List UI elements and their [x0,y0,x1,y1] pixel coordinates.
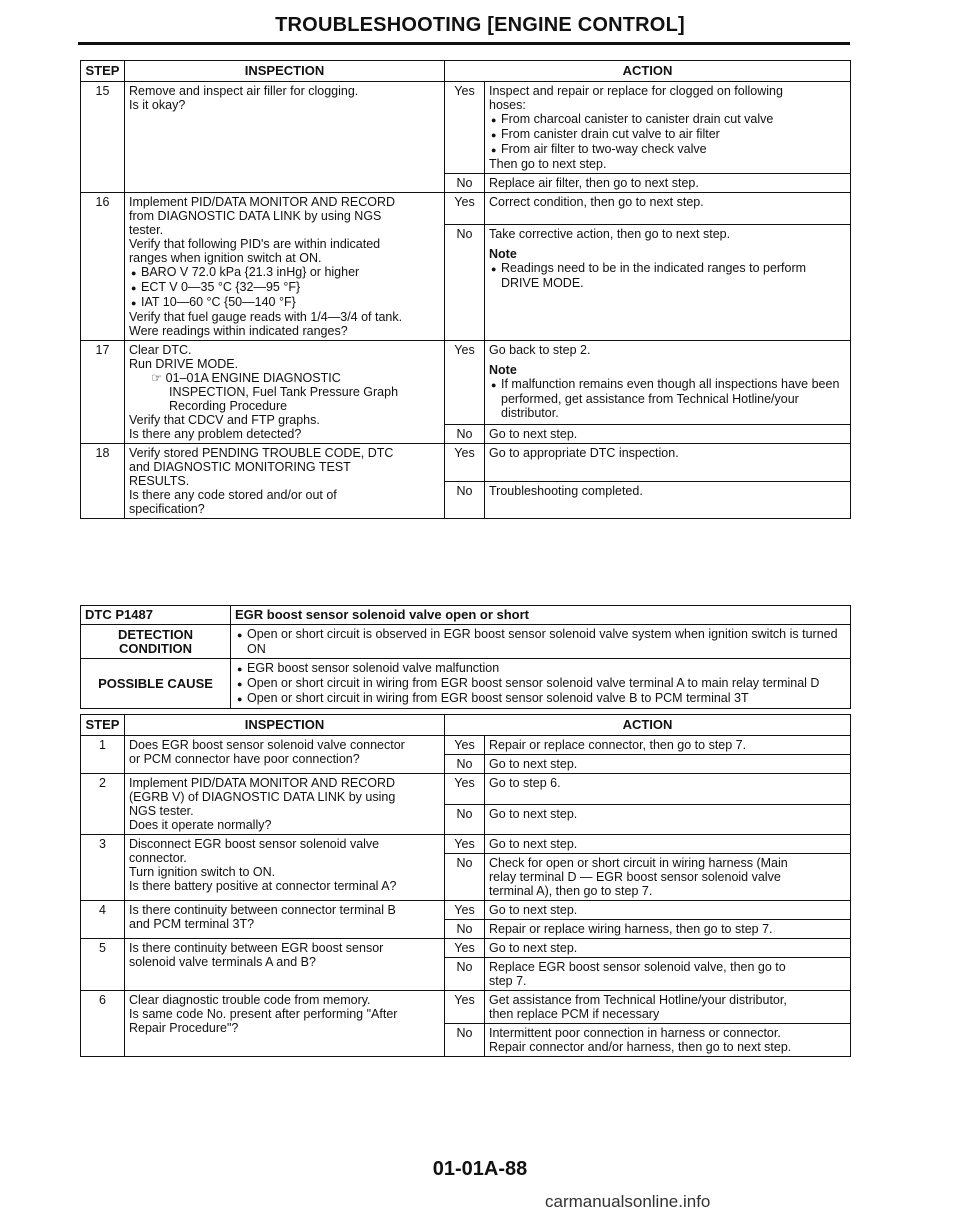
cause-label: POSSIBLE CAUSE [81,659,231,709]
bullet-item: ● Readings need to be in the indicated ranges to perform DRIVE MODE. [489,261,846,290]
bullet-item: ● From charcoal canister to canister drain cut valve [489,112,846,127]
answer-cell: No [445,424,485,443]
action-cell [485,835,851,854]
text-line: solenoid valve terminals A and B? [129,955,316,969]
answer-cell: No [445,920,485,939]
dtc-description: EGR boost sensor solenoid valve open or short [231,606,851,625]
answer-cell: Yes [445,444,485,482]
text-line: Inspect and repair or replace for clogged on following [489,84,783,98]
text-line: specification? [129,502,205,516]
text-line: Go back to step 2. [489,343,591,357]
dtc-info-table [80,605,851,709]
cause-item: ● EGR boost sensor solenoid valve malfunction [235,661,846,676]
action-cell [485,755,851,774]
text-line: Remove and inspect air filler for clogging. [129,84,359,98]
inspection-cell [125,991,445,1057]
inspection-cell [125,341,445,444]
answer-cell: No [445,174,485,193]
action-cell [485,193,851,225]
answer-cell: Yes [445,341,485,425]
answer-cell: Yes [445,939,485,958]
text-line: then replace PCM if necessary [489,1007,660,1021]
text-line: relay terminal D — EGR boost sensor solenoid valve [489,870,781,884]
text-line: Correct condition, then go to next step. [489,195,704,209]
text-line: hoses: [489,98,526,112]
cause-item: ● Open or short circuit in wiring from EGR boost sensor solenoid valve B to PCM terminal 3T [235,691,846,706]
text-line: Verify that fuel gauge reads with 1/4—3/4 of tank. [129,310,403,324]
action-cell [485,958,851,991]
table-row [81,901,851,920]
table-row [81,991,851,1024]
text-line: Disconnect EGR boost sensor solenoid valve [129,837,380,851]
text-line: Intermittent poor connection in harness or connector. [489,1026,781,1040]
text-line: Go to next step. [489,426,578,441]
step-number: 5 [81,939,125,991]
action-cell [485,225,851,341]
note-label: Note [489,363,517,377]
text-line: Then go to next step. [489,157,607,171]
text-line: Repair or replace connector, then go to step 7. [489,738,747,752]
table-row [81,939,851,958]
text-line: Take corrective action, then go to next step. [489,227,731,242]
action-cell [485,991,851,1024]
text-line: INSPECTION, Fuel Tank Pressure Graph [169,385,399,399]
table-row [81,193,851,225]
page-title: TROUBLESHOOTING [ENGINE CONTROL] [275,14,685,36]
text-line: Repair Procedure"? [129,1021,239,1035]
action-cell [485,82,851,174]
answer-cell: No [445,755,485,774]
action-cell [485,424,851,443]
table-row [81,774,851,805]
step-number: 15 [81,82,125,193]
text-line: or PCM connector have poor connection? [129,752,360,766]
text-line: Go to next step. [489,941,578,955]
bullet-item: ● ECT V 0—35 °C {32—95 °F} [129,280,440,295]
text-line: Repair or replace wiring harness, then go to step 7. [489,922,773,936]
detection-label: DETECTION CONDITION [81,625,231,659]
step-number: 17 [81,341,125,444]
text-line: Does EGR boost sensor solenoid valve connector [129,738,405,752]
answer-cell: No [445,481,485,519]
text-line: Is there battery positive at connector terminal A? [129,879,397,893]
text-line: NGS tester. [129,804,194,818]
text-line: Go to next step. [489,806,578,821]
action-cell [485,444,851,482]
inspection-cell [125,901,445,939]
watermark: carmanualsonline.info [545,1192,711,1211]
table-row [81,835,851,854]
action-cell [485,920,851,939]
text-line: ☞ 01–01A ENGINE DIAGNOSTIC [151,371,341,385]
answer-cell: Yes [445,82,485,174]
text-line: Recording Procedure [169,399,288,413]
header-action: ACTION [445,61,851,82]
answer-cell: Yes [445,835,485,854]
header-step: STEP [81,715,125,736]
inspection-cell [125,774,445,835]
text-line: Implement PID/DATA MONITOR AND RECORD [129,195,396,209]
bullet-item: ● From air filter to two-way check valve [489,142,846,157]
action-cell [485,854,851,901]
troubleshooting-table-2 [80,714,851,1057]
text-line: Go to next step. [489,837,578,851]
header-action: ACTION [445,715,851,736]
possible-causes [231,659,851,709]
text-line: Turn ignition switch to ON. [129,865,276,879]
step-number: 3 [81,835,125,901]
dtc-code: DTC P1487 [81,606,231,625]
bullet-item: ● If malfunction remains even though all inspections have been performed, get assistance from Technical Hotline/your distributor. [489,377,846,420]
text-line: from DIAGNOSTIC DATA LINK by using NGS [129,209,382,223]
step-number: 1 [81,736,125,774]
action-cell [485,341,851,425]
table-row [81,82,851,174]
action-cell [485,174,851,193]
text-line: Is there any problem detected? [129,427,302,441]
inspection-cell [125,82,445,193]
text-line: step 7. [489,974,527,988]
bullet-item: ● From canister drain cut valve to air filter [489,127,846,142]
text-line: Clear diagnostic trouble code from memory. [129,993,371,1007]
table-row [81,736,851,755]
text-line: Is there any code stored and/or out of [129,488,337,502]
bullet-item: ● IAT 10—60 °C {50—140 °F} [129,295,440,310]
answer-cell: Yes [445,193,485,225]
action-cell [485,481,851,519]
header-step: STEP [81,61,125,82]
answer-cell: No [445,958,485,991]
text-line: connector. [129,851,187,865]
text-line: Is same code No. present after performing "After [129,1007,398,1021]
text-line: Check for open or short circuit in wiring harness (Main [489,856,788,870]
detection-condition: ● Open or short circuit is observed in EGR boost sensor solenoid valve system when ignition switch is turned ON [231,625,851,659]
table-row [81,341,851,425]
text-line: Is there continuity between connector terminal B [129,903,396,917]
text-line: Go to step 6. [489,776,561,790]
text-line: Verify that following PID's are within indicated [129,237,381,251]
inspection-cell [125,835,445,901]
text-line: (EGRB V) of DIAGNOSTIC DATA LINK by using [129,790,396,804]
text-line: Implement PID/DATA MONITOR AND RECORD [129,776,396,790]
action-cell [485,736,851,755]
text-line: Replace air filter, then go to next step. [489,176,699,190]
step-number: 2 [81,774,125,835]
table-row [81,444,851,482]
text-line: Is it okay? [129,98,186,112]
step-number: 4 [81,901,125,939]
title-rule [78,42,850,45]
text-line: Clear DTC. [129,343,192,357]
text-line: Troubleshooting completed. [489,483,643,498]
text-line: and PCM terminal 3T? [129,917,255,931]
action-cell [485,939,851,958]
text-line: Were readings within indicated ranges? [129,324,348,338]
answer-cell: Yes [445,736,485,755]
answer-cell: No [445,854,485,901]
text-line: Go to next step. [489,757,578,771]
text-line: Replace EGR boost sensor solenoid valve, then go to [489,960,786,974]
text-line: Get assistance from Technical Hotline/your distributor, [489,993,787,1007]
inspection-cell [125,193,445,341]
troubleshooting-table-1 [80,60,851,519]
inspection-cell [125,736,445,774]
cause-item: ● Open or short circuit in wiring from EGR boost sensor solenoid valve terminal A to main relay terminal D [235,676,846,691]
text-line: Does it operate normally? [129,818,272,832]
text-line: Go to next step. [489,903,578,917]
header-inspection: INSPECTION [125,61,445,82]
header-inspection: INSPECTION [125,715,445,736]
text-line: Run DRIVE MODE. [129,357,239,371]
answer-cell: Yes [445,901,485,920]
answer-cell: Yes [445,991,485,1024]
inspection-cell [125,444,445,519]
inspection-cell [125,939,445,991]
answer-cell: No [445,225,485,341]
text-line: Repair connector and/or harness, then go to next step. [489,1040,792,1054]
text-line: ranges when ignition switch at ON. [129,251,322,265]
text-line: tester. [129,223,164,237]
action-cell [485,1024,851,1057]
text-line: terminal A), then go to step 7. [489,884,653,898]
note-label: Note [489,247,517,262]
answer-cell: Yes [445,774,485,805]
text-line: and DIAGNOSTIC MONITORING TEST [129,460,351,474]
page-number: 01-01A-88 [432,1158,528,1180]
step-number: 16 [81,193,125,341]
bullet-item: ● BARO V 72.0 kPa {21.3 inHg} or higher [129,265,440,280]
step-number: 6 [81,991,125,1057]
text-line: RESULTS. [129,474,190,488]
step-number: 18 [81,444,125,519]
action-cell [485,774,851,805]
text-line: Verify that CDCV and FTP graphs. [129,413,320,427]
text-line: Go to appropriate DTC inspection. [489,446,679,460]
text-line: Is there continuity between EGR boost sensor [129,941,384,955]
answer-cell: No [445,1024,485,1057]
action-cell [485,804,851,835]
text-line: Verify stored PENDING TROUBLE CODE, DTC [129,446,394,460]
answer-cell: No [445,804,485,835]
action-cell [485,901,851,920]
